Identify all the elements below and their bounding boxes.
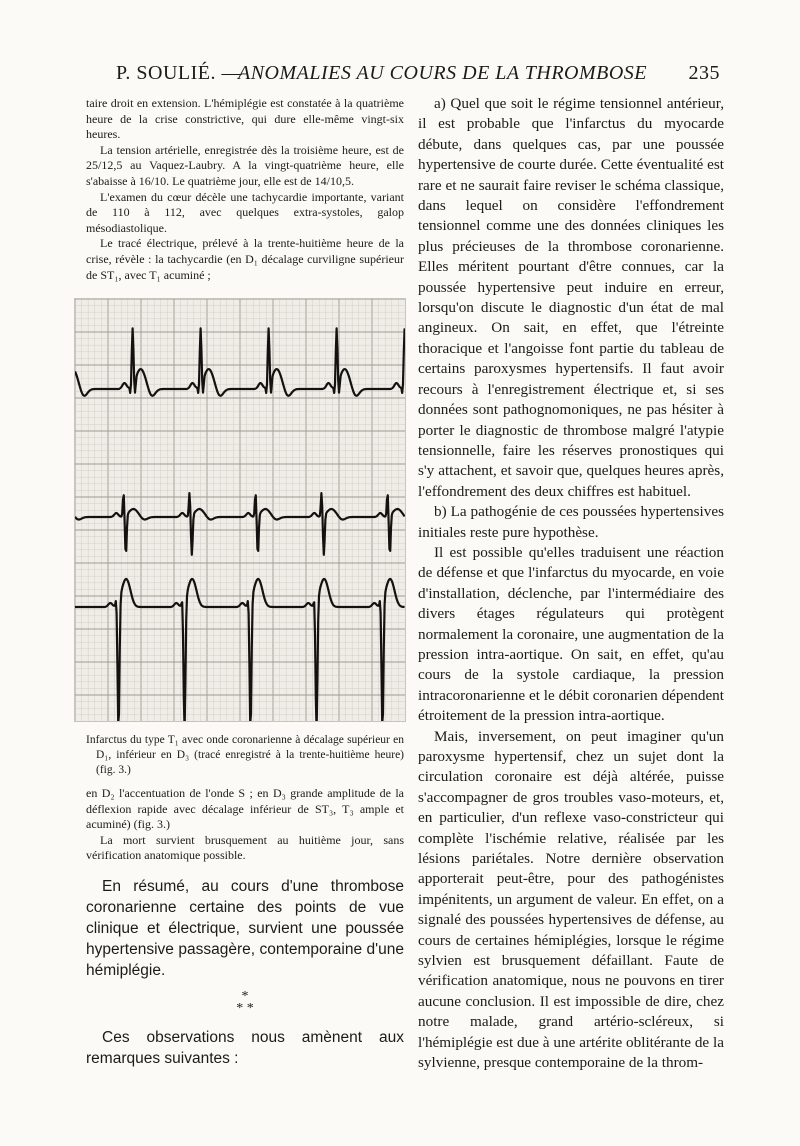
caption-text: Infarctus du type T₁ avec onde coronarienne à décalage supérieur en D₁, inférieur en D₃ (tracé enregistré à la trente-huitième heure) (fig. 3.) (86, 734, 404, 776)
closing-paragraph: Ces observations nous amènent aux remarques suivantes : (86, 1029, 404, 1067)
right-paragraph-3: Il est possible qu'elles traduisent une réaction de défense et que l'infarctus du myocarde, en voie d'installation, déclenche, par l'intermédiaire des divers étages régulateurs qui protègent normalement la coronaire, une augmentation de la pression intra-aortique. On sait, en effet, qu'au cours de la systole cardiaque, la pression intracoronarienne et le débit coronarien dépendent étroitement de la pression intra-aortique. (418, 543, 724, 725)
header-author: P. SOULIÉ. — (116, 62, 243, 84)
right-paragraph-1: a) Quel que soit le régime tensionnel antérieur, il est probable que l'infarctus du myocarde débute, dans quelques cas, par une poussée hypertensive de courte durée. Cette éventualité est rare et ne saurait faire reviser le schéma classique, dans lequel on considère l'effondrement tensionnel comme une des données cliniques les plus précieuses de la thrombose coronarienne. Elles méritent pourtant d'être connues, car la poussée hypertensive peut induire en erreur, lorsqu'on discute le diagnostic d'un état de mal angineux. On sait, en effet, que l'étreinte thoracique et l'angoisse font partie du tableau de certains paroxysmes hypertensifs. Il faut avoir recours à l'enregistrement électrique et, si ses données sont pathognomoniques, ne pas hésiter à porter le diagnostic de thrombose malgré l'atypie tensionnelle, faire les réserves pronostiques qui s'y attachent, et savoir que, quelques heures après, l'effondrement des deux chiffres est habituel. (418, 95, 724, 500)
left-paragraph-4: Le tracé électrique, prélevé à la trente-huitième heure de la crise, révèle : la tachycardie (en D₁ décalage curviligne supérieur de ST₁, avec T₁ acuminé ; (86, 236, 404, 282)
left-column (86, 96, 404, 283)
left-paragraph-1: taire droit en extension. L'hémiplégie est constatée à la quatrième heure de la crise constrictive, qui dure elle-même vingt-six heures. (86, 96, 404, 142)
left-paragraph-2: La tension artérielle, enregistrée dès la troisième heure, est de 25/12,5 au Vaquez-Laubry. A la vingt-quatrième heure, elle s'abaisse à 16/10. Le quatrième jour, elle est de 14/10,5. (86, 142, 404, 188)
asterism-bottom: * * (236, 1001, 254, 1016)
right-column (418, 94, 724, 1074)
left-paragraph-3: L'examen du cœur décèle une tachycardie importante, variant de 110 à 112, avec quelques extra-systoles, galop mésodiastolique. (86, 189, 404, 235)
asterism-top: * (241, 989, 249, 1004)
after-figure-paragraph-1: en D₂ l'accentuation de l'onde S ; en D₃ grande amplitude de la déflexion rapide avec décalage inférieur de ST₃, T₃ ample et acuminé) (fig. 3.) (86, 786, 404, 832)
ecg-figure (74, 298, 406, 722)
asterism (86, 991, 404, 1015)
after-figure-paragraph-2: La mort survient brusquement au huitième jour, sans vérification anatomique possible. (86, 832, 404, 863)
page-number: 235 (688, 62, 720, 84)
left-after-figure (86, 786, 404, 864)
summary-block (86, 876, 404, 1069)
summary-paragraph: En résumé, au cours d'une thrombose coronarienne certaine des points de vue clinique et électrique, survient une poussée hypertensive passagère, contemporaine d'une hémiplégie. (86, 878, 404, 979)
figure-caption (86, 733, 404, 778)
right-paragraph-4: Mais, inversement, on peut imaginer qu'un paroxysme hypertensif, chez un sujet dont la circulation coronaire est déjà altérée, puisse s'accompagner de gros troubles vaso-moteurs, et, en particulier, d'un reflexe vaso-constricteur qui complète l'ischémie relative, réalisée par les lésions pariétales. Notre dernière observation apporterait peut-être, pour des pathogénistes impénitents, un argument de valeur. En effet, on a signalé des poussées hypertensives de défense, au cours de certaines hémiplégies, lorsque le régime sylvien est brusquement défaillant. Faute de vérification anatomique, nous ne pouvons en tirer aucune conclusion. Il est impossible de dire, chez notre malade, grand artério-scléreux, si l'hémiplégie est due à une artérite oblitérante de la sylvienne, presque contemporaine de la throm- (418, 727, 724, 1072)
header-title: ANOMALIES AU COURS DE LA THROMBOSE (238, 62, 648, 84)
right-paragraph-2: b) La pathogénie de ces poussées hypertensives initiales reste pure hypothèse. (418, 503, 724, 541)
